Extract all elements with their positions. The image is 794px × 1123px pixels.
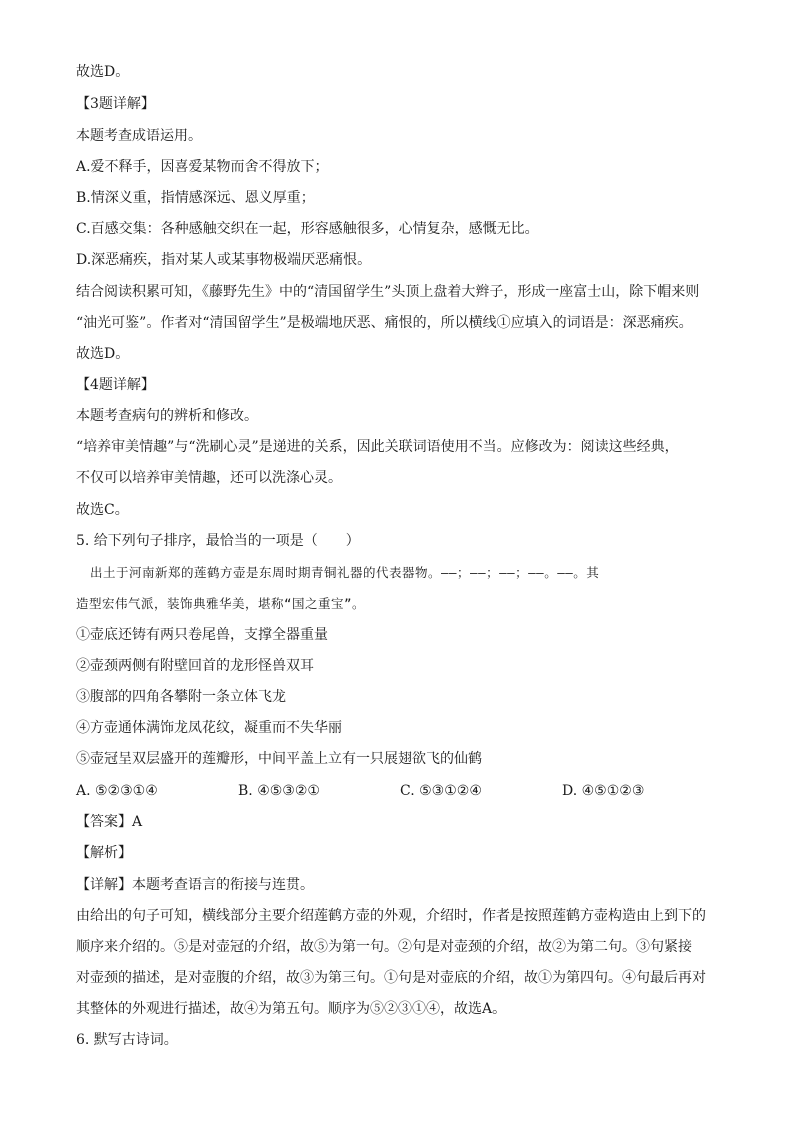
text-line: “油光可鉴”。作者对“清国留学生”是极端地厌恶、痛恨的，所以横线①应填入的词语是：深恶痛疾。 — [76, 315, 693, 331]
section-heading: 【4题详解】 — [76, 377, 155, 393]
text-line: D.深恶痛疾，指对某人或某事物极端厌恶痛恨。 — [76, 252, 372, 268]
choice-b: B. ④⑤③②① — [238, 783, 320, 799]
text-line: 本题考查成语运用。 — [76, 128, 202, 144]
text-line: 【详解】本题考查语言的衔接与连贯。 — [76, 877, 314, 893]
passage-line: 出土于河南新郑的莲鹤方壶是东周时期青铜礼器的代表器物。——；——；——；——。——。其 — [90, 565, 600, 580]
text-line: A.爱不释手，因喜爱某物而舍不得放下； — [76, 159, 329, 175]
question-title: 5. 给下列句子排序，最恰当的一项是（ ） — [76, 533, 360, 549]
question-title: 6. 默写古诗词。 — [76, 1032, 178, 1048]
section-heading: 【3题详解】 — [76, 96, 155, 112]
text-line: 本题考查病句的辨析和修改。 — [76, 408, 258, 424]
text-line: “培养审美情趣”与“洗刷心灵”是递进的关系，因此关联词语使用不当。应修改为：阅读这些经典， — [76, 439, 679, 455]
sentence-item: ③腹部的四角各攀附一条立体飞龙 — [76, 689, 286, 705]
text-line: 其整体的外观进行描述，故④为第五句。顺序为⑤②③①④，故选A。 — [76, 1001, 507, 1017]
answer-label: 【答案】A — [76, 814, 143, 830]
analysis-label: 【解析】 — [76, 845, 132, 861]
text-line: 由给出的句子可知，横线部分主要介绍莲鹤方壶的外观，介绍时，作者是按照莲鹤方壶构造由上到下的 — [76, 908, 706, 924]
text-line: 对壶颈的描述，是对壶腹的介绍，故③为第三句。①句是对壶底的介绍，故①为第四句。④句最后再对 — [76, 970, 706, 986]
text-line: 不仅可以培养审美情趣，还可以洗涤心灵。 — [76, 470, 342, 486]
text-line: 结合阅读积累可知，《藤野先生》中的“清国留学生”头顶上盘着大辫子，形成一座富士山，除下帽来则 — [76, 284, 700, 300]
choice-d: D. ④⑤①②③ — [562, 783, 645, 799]
text-line: C.百感交集：各种感触交织在一起，形容感触很多，心情复杂，感慨无比。 — [76, 221, 539, 237]
text-line: 故选D。 — [76, 346, 130, 362]
text-line: 顺序来介绍的。⑤是对壶冠的介绍，故⑤为第一句。②句是对壶颈的介绍，故②为第二句。③句紧接 — [76, 939, 692, 955]
sentence-item: ⑤壶冠呈双层盛开的莲瓣形，中间平盖上立有一只展翅欲飞的仙鹤 — [76, 751, 482, 767]
choice-a: A. ⑤②③①④ — [76, 783, 158, 799]
text-line: 故选D。 — [76, 64, 130, 80]
text-line: B.情深义重，指情感深远、恩义厚重； — [76, 190, 315, 206]
sentence-item: ①壶底还铸有两只卷尾兽，支撑全器重量 — [76, 627, 328, 643]
passage-line: 造型宏伟气派，装饰典雅华美，堪称“国之重宝”。 — [76, 596, 366, 611]
sentence-item: ②壶颈两侧有附壁回首的龙形怪兽双耳 — [76, 658, 314, 674]
sentence-item: ④方壶通体满饰龙凤花纹，凝重而不失华丽 — [76, 720, 342, 736]
text-line: 故选C。 — [76, 502, 129, 518]
choice-c: C. ⑤③①②④ — [400, 783, 482, 799]
